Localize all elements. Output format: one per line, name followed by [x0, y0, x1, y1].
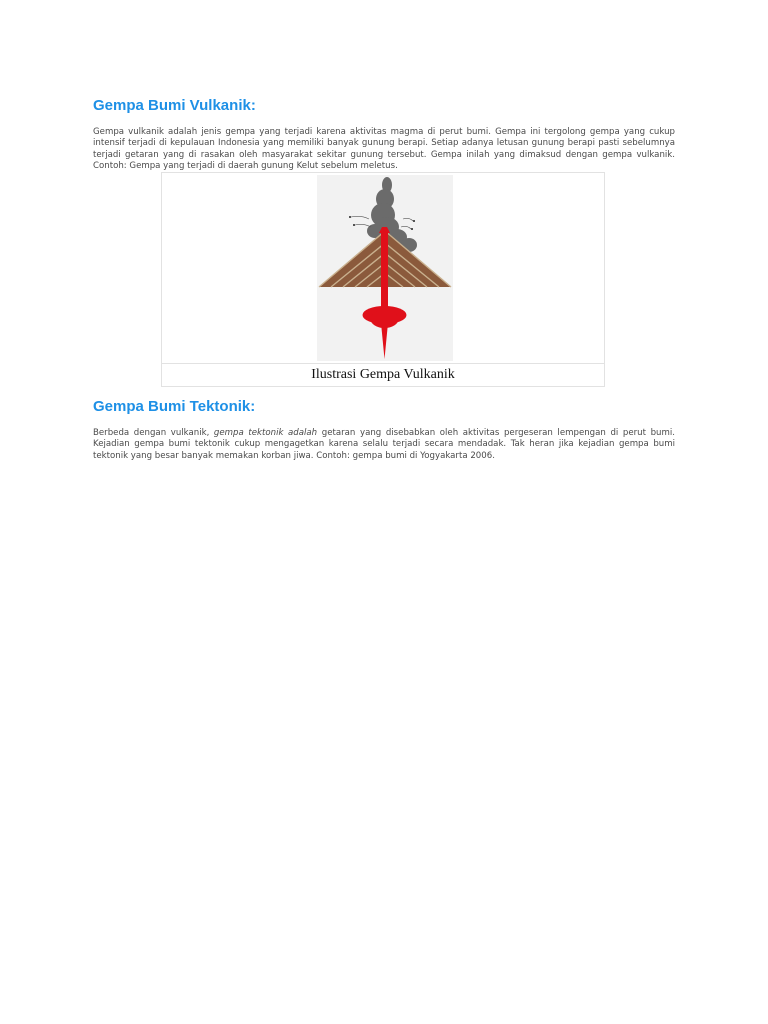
- figure-caption: Ilustrasi Gempa Vulkanik: [311, 367, 455, 382]
- figure-volcano: [161, 172, 605, 387]
- volcano-illustration: [317, 175, 453, 361]
- figure-divider: [162, 363, 604, 364]
- paragraph-tektonik-end: getaran yang disebabkan oleh aktivitas pergeseran lempengan di perut bumi. Kejadian gempa bumi tektonik cukup mengagetkan karena selalu terjadi secara mendadak. Tak heran jika kejadian gempa bumi tektonik yang besar banyak memakan korban jiwa. Contoh: gempa bumi di Yogyakarta 2006.: [93, 428, 675, 461]
- heading-tektonik: Gempa Bumi Tektonik:: [93, 398, 256, 415]
- heading-vulkanik: Gempa Bumi Vulkanik:: [93, 97, 256, 114]
- paragraph-tektonik-start: Berbeda dengan vulkanik,: [93, 428, 214, 438]
- paragraph-vulkanik: Gempa vulkanik adalah jenis gempa yang terjadi karena aktivitas magma di perut bumi. Gempa ini tergolong gempa yang cukup intensif terjadi di kepulauan Indonesia yang memiliki banyak gunung berapi. Setiap adanya letusan gunung berapi pasti sebelumnya terjadi getaran yang di rasakan oleh masyarakat sekitar gunung tersebut. Gempa inilah yang dimaksud dengan gempa vulkanik. Contoh: Gempa yang terjadi di daerah gunung Kelut sebelum meletus.: [93, 127, 675, 172]
- paragraph-tektonik-emphasis: gempa tektonik adalah: [213, 428, 318, 438]
- paragraph-tektonik: [93, 428, 675, 462]
